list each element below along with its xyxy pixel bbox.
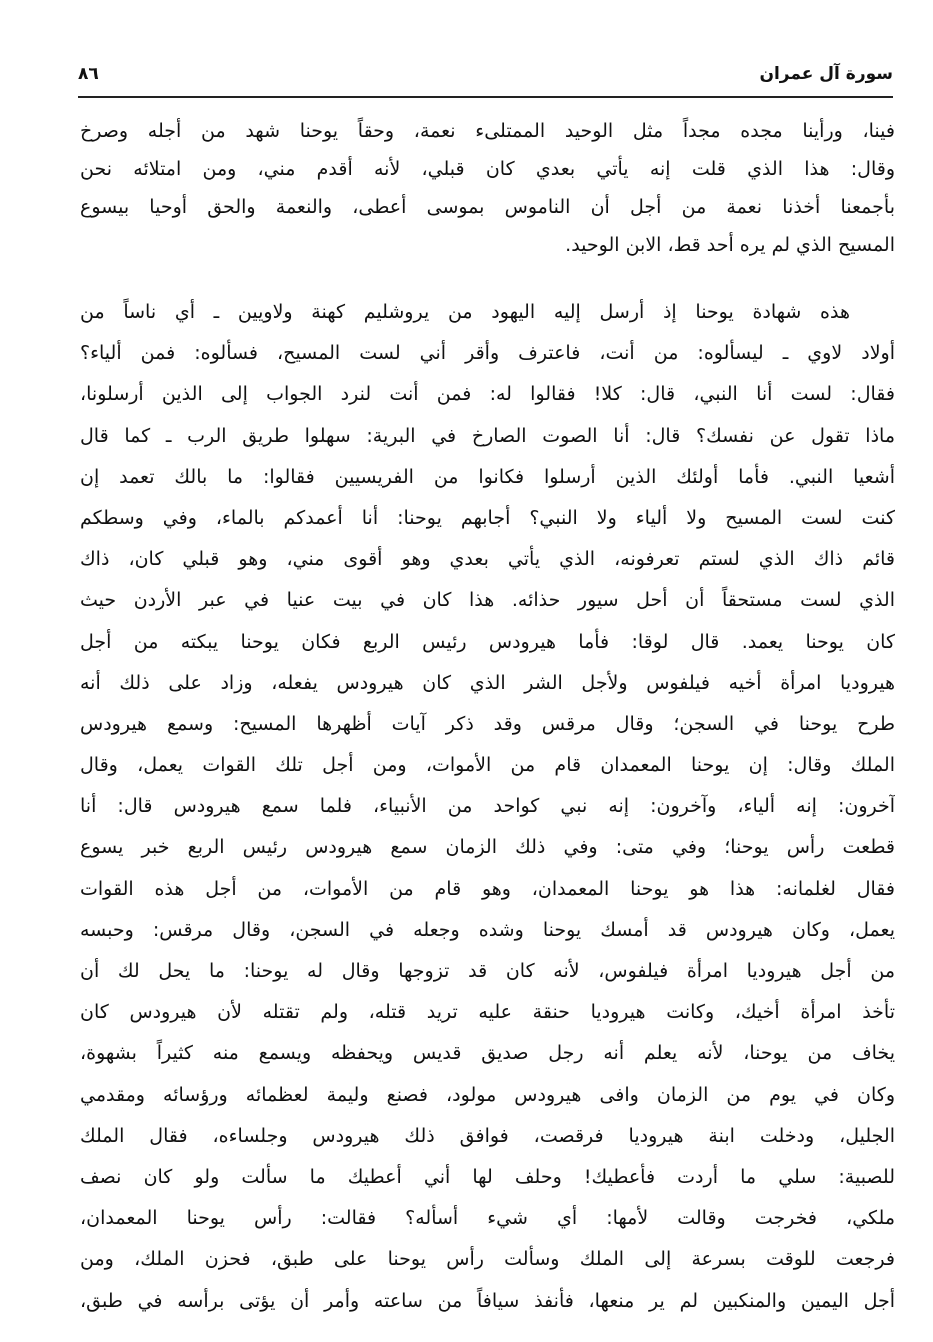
text-line: وكان في يوم من الزمان وافى هيرودس مولود، فصنع وليمة لعظمائه ورؤسائه ومقدمي xyxy=(80,1083,895,1106)
text-line: المسيح الذي لم يره أحد قط، الابن الوحيد. xyxy=(565,234,895,256)
text-line: من أجل هيروديا امرأة فيلفوس، لأنه كان قد تزوجها وقال له يوحنا: ما يحل لك أن xyxy=(80,960,895,982)
text-line: أولاد لاوي ـ ليسألوه: من أنت، فاعترف وأقر أني لست المسيح، فسألوه: فمن ألياء؟ xyxy=(80,342,895,365)
text-line: ملكي، فخرجت وقالت لأمها: أي شيء أسأله؟ فقالت: رأس يوحنا المعمدان، xyxy=(80,1207,895,1230)
text-line: قائم ذاك الذي لستم تعرفونه، الذي يأتي بعدي وهو أقوى مني، وهو قبلي كان، ذاك xyxy=(80,548,895,571)
text-line: هذه شهادة يوحنا إذ أرسل إليه اليهود من يروشليم كهنة ولاويين ـ أي ناساً من xyxy=(80,301,850,323)
text-line: ماذا تقول عن نفسك؟ قال: أنا الصوت الصارخ في البرية: سهلوا طريق الرب ـ كما قال xyxy=(80,424,895,447)
text-line: أشعيا النبي. فأما أولئك الذين أرسلوا فكانوا من الفريسيين فقالوا: ما بالك تعمد إن xyxy=(80,465,895,488)
text-line: فرجعت للوقت بسرعة إلى الملك وسألت رأس يوحنا على طبق، فحزن الملك، ومن xyxy=(80,1248,895,1271)
text-line: فقال: لست أنا النبي، قال: كلا! فقالوا له: فمن أنت لنرد الجواب إلى الذين أرسلونا، xyxy=(80,383,895,406)
paragraph-1 xyxy=(80,112,895,264)
text-line: الملك وقال: إن يوحنا المعمدان قام من الأموات، ومن أجل تلك القوات يعمل، وقال xyxy=(80,754,895,777)
text-line: للصبية: سلي ما أردت فأعطيك! وحلف لها أني أعطيك ما سألت ولو كان نصف xyxy=(80,1165,895,1188)
text-line: تأخذ امرأة أخيك، وكانت هيروديا حنقة عليه تريد قتله، ولم تقتله لأن هيرودس كان xyxy=(80,1001,895,1024)
text-line: يعمل، وكان هيرودس قد أمسك يوحنا وشده وجعله في السجن، وقال مرقس: وحبسه xyxy=(80,918,895,941)
text-line: هيروديا امرأة أخيه فيلفوس ولأجل الشر الذي كان هيرودس يفعله، وزاد على ذلك أنه xyxy=(80,671,895,694)
text-line: الجليل، ودخلت ابنة هيروديا فرقصت، فوافق ذلك هيرودس وجلساءه، فقال الملك xyxy=(80,1124,895,1147)
text-line: طرح يوحنا في السجن؛ وقال مرقس وقد ذكر آيات أظهرها المسيح: وسمع هيرودس xyxy=(80,712,895,735)
text-line: كان يوحنا يعمد. قال لوقا: فأما هيرودس رئيس الربع فكان يوحنا يبكته من أجل xyxy=(80,630,895,653)
text-line: قطعت رأس يوحنا؛ وفي متى: وفي ذلك الزمان سمع هيرودس رئيس الربع خبر يسوع xyxy=(80,836,895,859)
text-line: فينا، ورأينا مجده مجداً مثل الوحيد الممتلىء نعمة، وحقاً يوحنا شهد من أجله وصرخ xyxy=(80,120,895,142)
text-line: أجل اليمين والمنكبين لم ير منعها، فأنفذ سيافاً من ساعته وأمر أن يؤتى برأسه في طبق، xyxy=(80,1289,895,1312)
surah-title: سورة آل عمران xyxy=(759,64,893,84)
page-number: ٨٦ xyxy=(78,64,99,84)
running-header xyxy=(78,60,893,98)
paragraph-2 xyxy=(80,292,895,1322)
text-line: كنت لست المسيح ولا ألياء ولا النبي؟ أجابهم يوحنا: أنا أعمدكم بالماء، وفي وسطكم xyxy=(80,506,895,529)
text-line: آخرون: إنه ألياء، وآخرون: إنه نبي كواحد من الأنبياء، فلما سمع هيرودس قال: أنا xyxy=(80,795,895,818)
text-line: يخاف من يوحنا، لأنه يعلم أنه رجل صديق قديس ويحفظه ويسمع منه كثيراً بشهوة، xyxy=(80,1042,895,1065)
text-line: الذي لست مستحقاً أن أحل سيور حذائه. هذا كان في بيت عنيا في عبر الأردن حيث xyxy=(80,589,895,612)
text-line: فقال لغلمانه: هذا هو يوحنا المعمدان، وهو قام من الأموات، من أجل هذه القوات xyxy=(80,877,895,900)
text-line: بأجمعنا أخذنا نعمة من أجل أن الناموس بموسى أعطى، والنعمة والحق أوحيا بيسوع xyxy=(80,196,895,218)
text-line: وقال: هذا الذي قلت إنه يأتي بعدي كان قبلي، لأنه أقدم مني، ومن امتلائه نحن xyxy=(80,158,895,180)
